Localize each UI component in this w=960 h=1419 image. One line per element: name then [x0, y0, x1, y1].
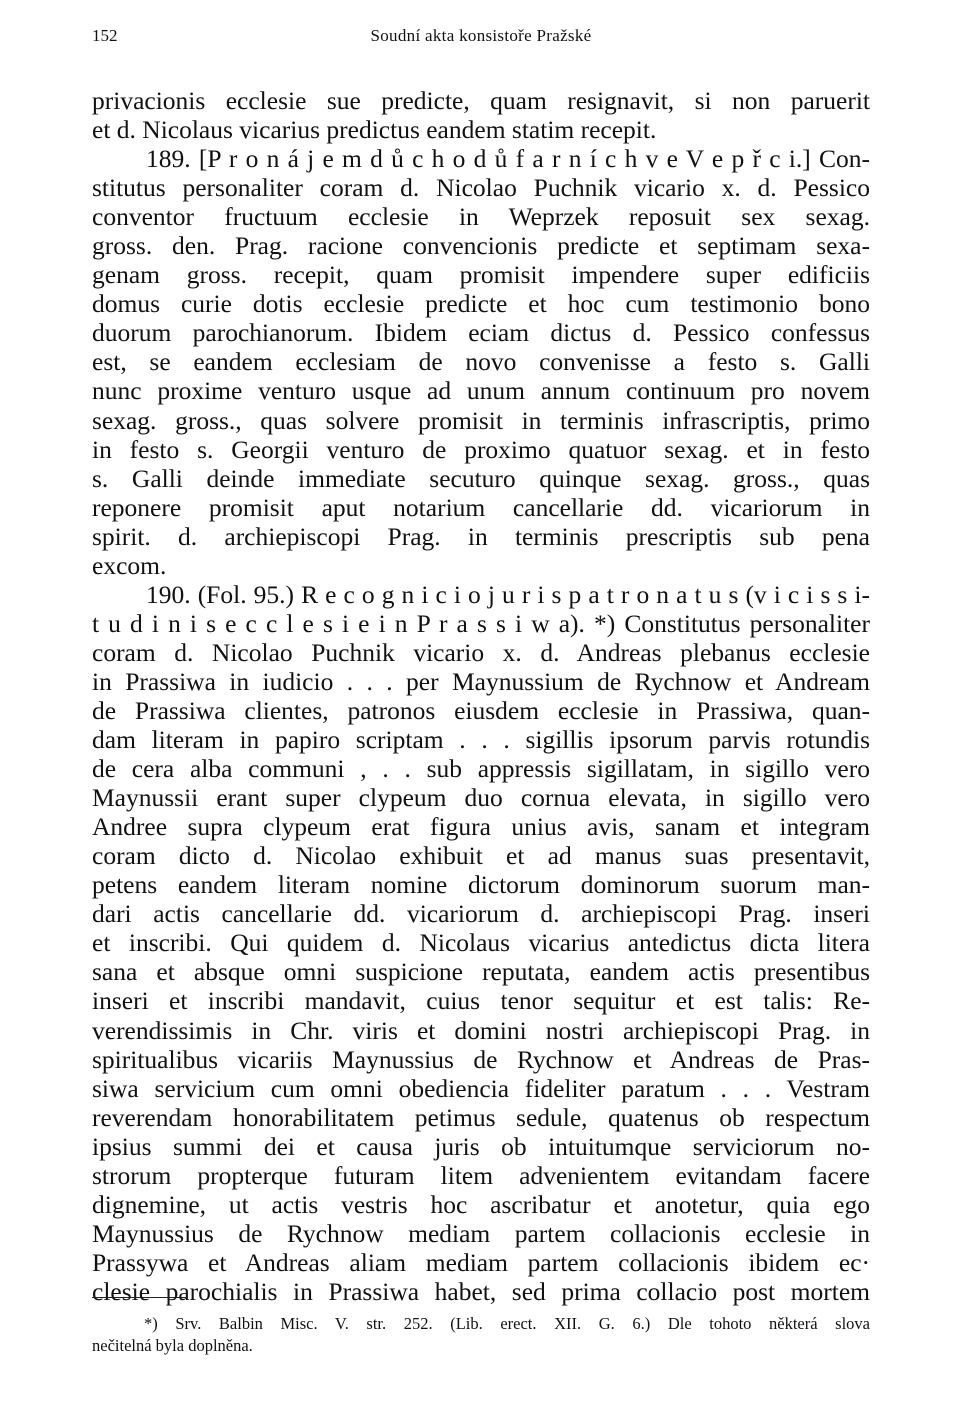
text-line: domus curie dotis ecclesie predicte et hoc cum testimonio bono: [92, 289, 870, 319]
footnote: [92, 1313, 870, 1357]
text-line: spiritualibus vicariis Maynussius de Rychnow et Andreas de Pras-: [92, 1044, 870, 1074]
text-line: privacionis ecclesie sue predicte, quam resignavit, si non paruerit: [92, 86, 870, 115]
body-text: [92, 86, 870, 1306]
text-line: ipsius summi dei et causa juris ob intuitumque serviciorum no-: [92, 1131, 870, 1161]
text-line: et inscribi. Qui quidem d. Nicolaus vicarius antedictus dicta litera: [92, 928, 870, 958]
text-line: siwa servicium cum omni obediencia fideliter paratum . . . Vestram: [92, 1073, 870, 1103]
entry-189-heading-line: 189. [P r o n á j e m d ů c h o d ů f a r n í c h v e V e p ř c i.] Con-: [146, 144, 870, 174]
text-line: excom.: [92, 550, 167, 580]
text-line: petens eandem literam nomine dictorum dominorum suorum man-: [92, 870, 870, 900]
text-line: est, se eandem ecclesiam de novo convenisse a festo s. Galli: [92, 347, 870, 377]
text-line: nunc proxime venturo usque ad unum annum continuum pro novem: [92, 376, 870, 406]
text-line: de Prassiwa clientes, patronos eiusdem ecclesie in Prassiwa, quan-: [92, 695, 870, 725]
text-line: dam literam in papiro scriptam . . . sigillis ipsorum parvis rotundis: [92, 725, 870, 755]
text-line: Prassywa et Andreas aliam mediam partem collacionis ibidem ec·: [92, 1247, 870, 1277]
text-line: Andree supra clypeum erat figura unius avis, sanam et integram: [92, 812, 870, 842]
text-line: verendissimis in Chr. viris et domini nostri archiepiscopi Prag. in: [92, 1015, 870, 1045]
text-line: coram d. Nicolao Puchnik vicario x. d. Andreas plebanus ecclesie: [92, 637, 870, 667]
text-line: Maynussii erant super clypeum duo cornua elevata, in sigillo vero: [92, 783, 870, 813]
footnote-line: *) Srv. Balbin Misc. V. str. 252. (Lib. erect. XII. G. 6.) Dle tohoto některá slova: [144, 1314, 870, 1333]
page-header: [92, 26, 870, 56]
text-line: in Prassiwa in iudicio . . . per Maynussium de Rychnow et Andream: [92, 666, 870, 696]
footnote-divider: [92, 1297, 188, 1298]
text-line: s. Galli deinde immediate secuturo quinque sexag. gross., quas: [92, 463, 870, 493]
text-line: reverendam honorabilitatem petimus sedule, quatenus ob respectum: [92, 1102, 870, 1132]
text-line: de cera alba communi , . . sub appressis sigillatam, in sigillo vero: [92, 754, 870, 784]
text-line: in festo s. Georgii venturo de proximo quatuor sexag. et in festo: [92, 434, 870, 464]
text-line: sexag. gross., quas solvere promisit in terminis infrascriptis, primo: [92, 405, 870, 435]
text-line: stitutus personaliter coram d. Nicolao Puchnik vicario x. d. Pessico: [92, 173, 870, 203]
text-line: dignemine, ut actis vestris hoc ascribatur et anotetur, quia ego: [92, 1189, 870, 1219]
entry-190-heading-line: 190. (Fol. 95.) R e c o g n i c i o j u r i s p a t r o n a t u s (v i c i s s i-: [146, 579, 870, 609]
page-number: 152: [92, 26, 118, 45]
text-line: et d. Nicolaus vicarius predictus eandem statim recepit.: [92, 115, 657, 145]
text-line: inseri et inscribi mandavit, cuius tenor sequitur et est talis: Re-: [92, 986, 870, 1016]
text-line: spirit. d. archiepiscopi Prag. in terminis prescriptis sub pena: [92, 521, 870, 551]
text-line: sana et absque omni suspicione reputata, eandem actis presentibus: [92, 957, 870, 987]
text-line: strorum propterque futuram litem advenientem evitandam facere: [92, 1160, 870, 1190]
text-line: reponere promisit aput notarium cancellarie dd. vicariorum in: [92, 492, 870, 522]
text-line: conventor fructuum ecclesie in Weprzek reposuit sex sexag.: [92, 202, 870, 232]
text-line: duorum parochianorum. Ibidem eciam dictus d. Pessico confessus: [92, 318, 870, 348]
footnote-line: nečitelná byla doplněna.: [92, 1336, 253, 1355]
text-line: t u d i n i s e c c l e s i e i n P r a s s i w a). *) Constitutus personaliter: [92, 608, 870, 638]
text-line: gross. den. Prag. racione convencionis predicte et septimam sexa-: [92, 231, 870, 261]
text-line: Maynussius de Rychnow mediam partem collacionis ecclesie in: [92, 1218, 870, 1248]
text-line: coram dicto d. Nicolao exhibuit et ad manus suas presentavit,: [92, 841, 870, 871]
text-line: dari actis cancellarie dd. vicariorum d. archiepiscopi Prag. inseri: [92, 899, 870, 929]
text-line: clesie parochialis in Prassiwa habet, sed prima collacio post mortem: [92, 1276, 870, 1306]
text-line: genam gross. recepit, quam promisit impendere super edificiis: [92, 260, 870, 290]
running-head: Soudní akta konsistoře Pražské: [370, 26, 592, 45]
